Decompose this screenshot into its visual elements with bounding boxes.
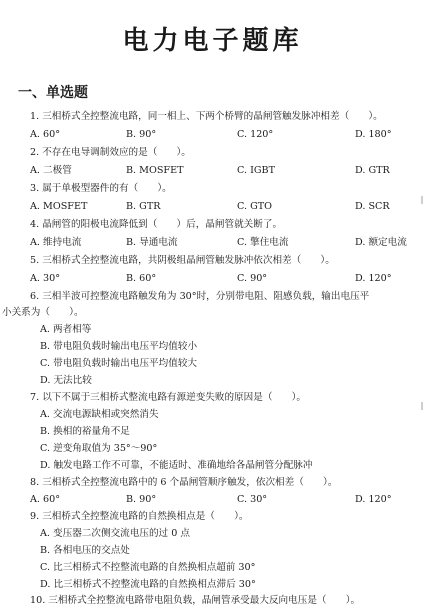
option-b: B. 导通电流 [126, 237, 178, 248]
question-3: 3. 属于单极型器件的有（ ）。 [30, 183, 172, 194]
option-c: C. 擎住电流 [237, 237, 289, 248]
option-d: D. 触发电路工作不可靠，不能适时、准确地给各晶闸管分配脉冲 [40, 460, 313, 471]
question-8: 8. 三相桥式全控整流电路中的 6 个晶闸管顺序触发，依次相差（ ）。 [30, 477, 338, 488]
scan-margin-mark [421, 196, 423, 204]
question-1: 1. 三相桥式全控整流电路，同一相上、下两个桥臂的晶闸管触发脉冲相差（ ）。 [30, 111, 383, 122]
option-b: B. GTR [126, 201, 161, 212]
option-a: A. 交流电源缺相或突然消失 [40, 409, 159, 420]
question-4: 4. 晶闸管的阳极电流降低到（ ）后，晶闸管就关断了。 [30, 219, 283, 230]
question-6-continuation: 小关系为（ ）。 [2, 307, 84, 318]
option-b: B. 换相的裕量角不足 [40, 426, 130, 437]
option-d: D. 无法比较 [40, 375, 92, 386]
option-b: B. 带电阻负载时输出电压平均值较小 [40, 341, 198, 352]
question-2: 2. 不存在电导调制效应的是（ ）。 [30, 147, 191, 158]
question-7: 7. 以下不属于三相桥式整流电路有源逆变失败的原因是（ ）。 [30, 392, 307, 403]
option-b: B. 90° [126, 494, 157, 505]
option-b: B. 90° [126, 129, 157, 140]
option-c: C. 90° [237, 273, 268, 284]
option-d: D. 180° [355, 129, 392, 140]
option-a: A. 维持电流 [30, 237, 82, 248]
option-c: C. IGBT [237, 165, 276, 176]
option-a: A. 两者相等 [40, 324, 92, 335]
section-heading: 一、单选题 [18, 85, 88, 101]
option-c: C. 30° [237, 494, 268, 505]
option-c: C. GTO [237, 201, 273, 212]
option-d: D. 120° [355, 273, 392, 284]
option-c: C. 比三相桥式不控整流电路的自然换相点超前 30° [40, 562, 256, 573]
option-d: D. 120° [355, 494, 392, 505]
option-d: D. 比三相桥式不控整流电路的自然换相点滞后 30° [40, 579, 256, 590]
option-b: B. 60° [126, 273, 157, 284]
option-d: D. 额定电流 [355, 237, 407, 248]
option-d: D. GTR [355, 165, 390, 176]
option-d: D. SCR [355, 201, 390, 212]
option-a: A. 变压器二次侧交流电压的过 0 点 [40, 528, 190, 539]
question-10: 10. 三相桥式全控整流电路带电阻负载，晶闸管承受最大反向电压是（ ）。 [30, 595, 361, 606]
option-c: C. 带电阻负载时输出电压平均值较大 [40, 358, 198, 369]
option-c: C. 120° [237, 129, 274, 140]
option-a: A. 60° [30, 494, 61, 505]
question-9: 9. 三相桥式全控整流电路的自然换相点是（ ）。 [30, 511, 249, 522]
page-title: 电力电子题库 [122, 26, 303, 56]
option-a: A. 30° [30, 273, 61, 284]
scan-margin-mark [421, 402, 423, 410]
option-a: A. 60° [30, 129, 61, 140]
option-b: B. MOSFET [126, 165, 184, 176]
option-a: A. 二极管 [30, 165, 72, 176]
question-5: 5. 三相桥式全控整流电路，共阴极组晶闸管触发脉冲依次相差（ ）。 [30, 255, 335, 266]
option-b: B. 各相电压的交点处 [40, 545, 130, 556]
option-a: A. MOSFET [30, 201, 88, 212]
option-c: C. 逆变角取值为 35°～90° [40, 443, 158, 454]
question-6: 6. 三相半波可控整流电路触发角为 30°时，分别带电阻、阻感负载，输出电压平 [30, 291, 370, 302]
